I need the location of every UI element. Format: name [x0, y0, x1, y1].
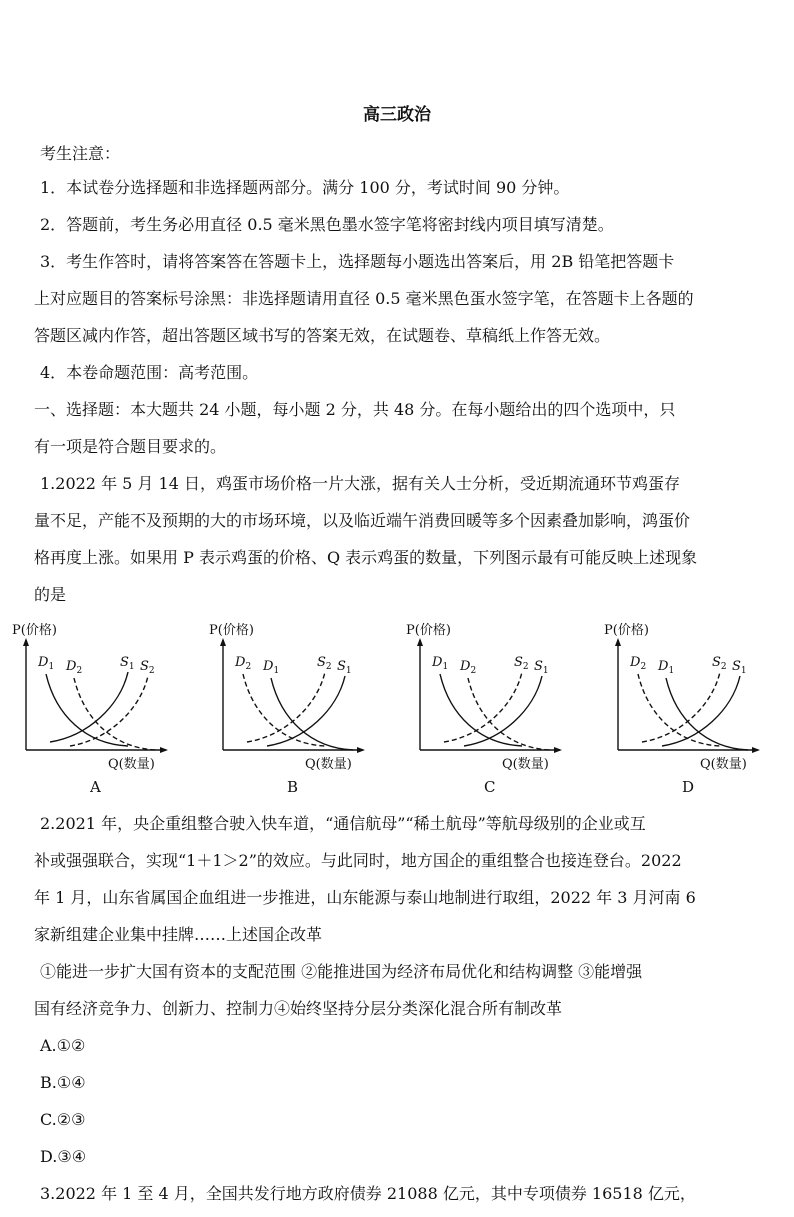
question-1-line: 格再度上涨。如果用 P 表示鸡蛋的价格、Q 表示鸡蛋的数量，下列图示最有可能反映上述现象: [34, 548, 698, 567]
curve-label-s2: $S_2$: [514, 655, 529, 672]
curve-label-s2: $S_2$: [140, 659, 155, 676]
x-axis-label: Q(数量): [502, 757, 549, 772]
y-axis-label: P(价格): [12, 623, 57, 638]
notice-item: 上对应题目的答案标号涂黑：非选择题请用直径 0.5 毫米黑色蛋水签字笔，在答题卡上各题的: [34, 289, 694, 308]
curve-s1: [662, 676, 740, 746]
page-title: 高三政治: [363, 105, 431, 125]
section-heading-cont: 有一项是符合题目要求的。: [34, 437, 227, 456]
curve-label-d1: $D_1$: [263, 659, 280, 676]
curve-s2: [70, 676, 148, 746]
notice-item: 1．本试卷分选择题和非选择题两部分。满分 100 分，考试时间 90 分钟。: [40, 178, 570, 197]
x-axis-arrow: [357, 747, 365, 753]
x-axis-label: Q(数量): [305, 757, 352, 772]
curve-label-d1: $D_1$: [658, 659, 675, 676]
question-2-line: 家新组建企业集中挂牌……上述国企改革: [34, 925, 323, 944]
x-axis-label: Q(数量): [700, 757, 747, 772]
x-axis-label: Q(数量): [108, 757, 155, 772]
option-d: D.③④: [40, 1147, 87, 1166]
curve-s1: [50, 672, 128, 742]
chart-option-d: [600, 618, 780, 798]
notice-item: 答题区减内作答，超出答题区域书写的答案无效，在试题卷、草稿纸上作答无效。: [34, 326, 611, 345]
question-2-statements: 国有经济竞争力、创新力、控制力④始终坚持分层分类深化混合所有制改革: [34, 999, 563, 1018]
x-axis-arrow: [554, 747, 562, 753]
option-b: B.①④: [40, 1073, 86, 1092]
y-axis-label: P(价格): [406, 623, 451, 638]
question-2-line: 补或强强联合，实现“1＋1＞2”的效应。与此同时，地方国企的重组整合也接连登台。2022: [34, 851, 682, 870]
y-axis-arrow: [417, 638, 423, 646]
curve-label-d2: $D_2$: [460, 659, 477, 676]
x-axis-arrow: [752, 747, 760, 753]
notice-heading: 考生注意：: [40, 144, 121, 163]
curve-label-d2: $D_2$: [235, 655, 252, 672]
curve-label-s1: $S_1$: [337, 659, 352, 676]
notice-item: 2．答题前，考生务必用直径 0.5 毫米黑色墨水签字笔将密封线内项目填写清楚。: [40, 215, 614, 234]
chart-option-b: [205, 618, 385, 798]
y-axis-arrow: [23, 638, 29, 646]
curve-label-s1: $S_1$: [732, 659, 747, 676]
section-heading: 一、选择题：本大题共 24 小题，每小题 2 分，共 48 分。在每小题给出的四个选项中，只: [34, 400, 676, 419]
notice-item: 4．本卷命题范围：高考范围。: [40, 363, 259, 382]
curve-label-s2: $S_2$: [317, 655, 332, 672]
curve-s1: [464, 676, 542, 746]
option-a: A.①②: [40, 1036, 86, 1055]
curve-label-s1: $S_1$: [120, 655, 135, 672]
question-1-line: 量不足，产能不及预期的大的市场环境，以及临近端午消费回暖等多个因素叠加影响，鸿蛋价: [34, 511, 691, 530]
question-3-line: 3.2022 年 1 至 4 月，全国共发行地方政府债券 21088 亿元，其中专项债券 16518 亿元，: [40, 1184, 696, 1203]
question-2-statements: ①能进一步扩大国有资本的支配范围 ②能推进国为经济布局优化和结构调整 ③能增强: [40, 962, 643, 981]
curve-label-d1: $D_1$: [432, 655, 449, 672]
curve-label-s2: $S_2$: [712, 655, 727, 672]
y-axis-arrow: [615, 638, 621, 646]
notice-item: 3．考生作答时，请将答案答在答题卡上，选择题每小题选出答案后，用 2B 铅笔把答题卡: [40, 252, 675, 271]
y-axis-label: P(价格): [604, 623, 649, 638]
curve-label-d2: $D_2$: [630, 655, 647, 672]
chart-option-label: C: [484, 778, 496, 796]
curve-label-s1: $S_1$: [534, 659, 549, 676]
chart-option-label: D: [682, 778, 695, 796]
curve-s2: [642, 672, 720, 742]
chart-option-label: A: [90, 778, 101, 796]
curve-s2: [444, 672, 522, 742]
y-axis-arrow: [220, 638, 226, 646]
question-2-line: 2.2021 年，央企重组整合驶入快车道，“通信航母”“稀土航母”等航母级别的企业或互: [40, 814, 646, 833]
question-1-line: 1.2022 年 5 月 14 日，鸡蛋市场价格一片大涨，据有关人士分析，受近期流通环节鸡蛋存: [40, 474, 680, 493]
curve-s1: [267, 676, 345, 746]
question-2-line: 年 1 月，山东省属国企血组进一步推进，山东能源与泰山地制进行取组，2022 年 3 月河南 6: [34, 888, 696, 907]
curve-label-d2: $D_2$: [66, 659, 83, 676]
chart-option-c: [402, 618, 582, 798]
curve-s2: [247, 672, 325, 742]
question-1-line: 的是: [34, 585, 67, 604]
chart-option-a: [8, 618, 188, 798]
chart-option-label: B: [287, 778, 299, 796]
x-axis-arrow: [160, 747, 168, 753]
y-axis-label: P(价格): [209, 623, 254, 638]
option-c: C.②③: [40, 1110, 86, 1129]
curve-label-d1: $D_1$: [38, 655, 55, 672]
